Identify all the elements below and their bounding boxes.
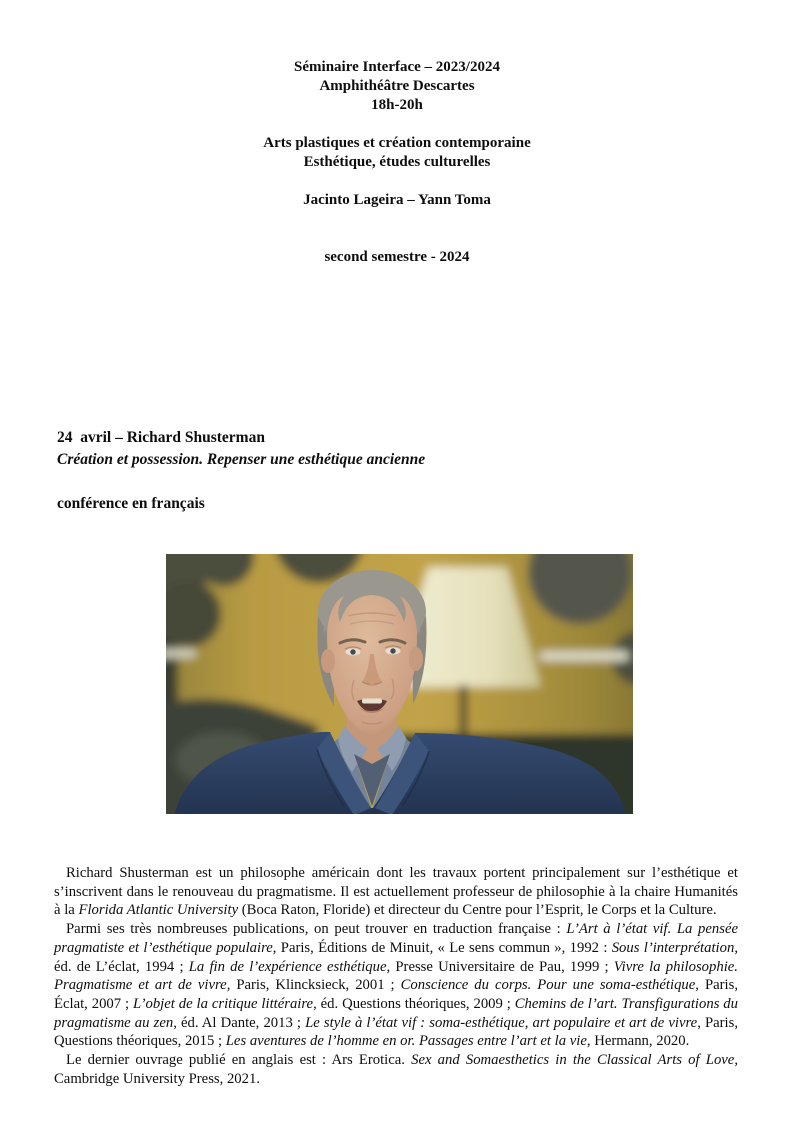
bio-paragraph-2: Parmi ses très nombreuses publications, on peut trouver en traduction française : L’Art à l’état vif. La pensée pragmatiste et l’esthétique populaire, Paris, Éditions de Minuit, « Le sens commun », 1992 : Sous l’interprétation, éd. de L’éclat, 1994 ; La fin de l’expérience esthétique, Presse Universitaire de Pau, 1999 ; Vivre la philosophie. Pragmatisme et art de vivre, Paris, Klincksieck, 2001 ; Conscience du corps. Pour une soma-esthétique, Paris, Éclat, 2007 ; L’objet de la critique littéraire, éd. Questions théoriques, 2009 ; Chemins de l’art. Transfigurations du pragmatisme au zen, éd. Al Dante, 2013 ; Le style à l’état vif : soma-esthétique, art populaire et art de vivre, Paris, Questions théoriques, 2015 ; Les aventures de l’homme en or. Passages entre l’art et la vie, Hermann, 2020. — [54, 921, 739, 1050]
bio-paragraph-3: Le dernier ouvrage publié en anglais est : Ars Erotica. Sex and Somaesthetics in the Classical Arts of Love, Cambridge University Press, 2021. — [54, 1052, 739, 1087]
program-line-1: Arts plastiques et création contemporaine — [263, 135, 531, 151]
program-line-2: Esthétique, études culturelles — [303, 154, 491, 170]
language-note: conférence en français — [57, 495, 205, 512]
venue: Amphithéâtre Descartes — [319, 78, 475, 94]
organizers: Jacinto Lageira – Yann Toma — [303, 192, 491, 208]
lecture-title: Création et possession. Repenser une esthétique ancienne — [57, 451, 426, 468]
speaker-photo-illustration — [166, 554, 633, 814]
spacer — [0, 172, 794, 191]
session-block — [57, 427, 425, 515]
seminar-title: Séminaire Interface – 2023/2024 — [294, 59, 500, 75]
spacer — [0, 115, 794, 134]
spacer — [0, 210, 794, 248]
biography-block — [54, 864, 738, 1088]
semester: second semestre - 2024 — [324, 249, 470, 265]
session-date-speaker: 24 avril – Richard Shusterman — [57, 429, 265, 446]
spacer — [57, 471, 425, 493]
speaker-photo — [166, 554, 633, 814]
time-slot: 18h-20h — [371, 97, 423, 113]
header-block — [0, 58, 794, 267]
bio-paragraph-1: Richard Shusterman est un philosophe américain dont les travaux portent principalement sur l’esthétique et s’inscrivent dans le renouveau du pragmatisme. Il est actuellement professeur de philosophie à la chaire Humanités à la Florida Atlantic University (Boca Raton, Floride) et directeur du Centre pour l’Esprit, le Corps et la Culture. — [54, 865, 738, 919]
